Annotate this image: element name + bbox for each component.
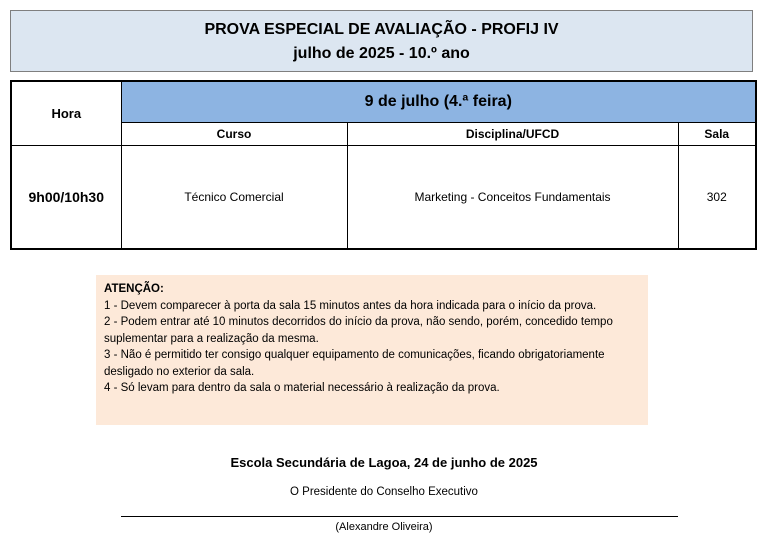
sala-header: Sala xyxy=(678,123,756,146)
document-header xyxy=(10,10,753,72)
disciplina-header: Disciplina/UFCD xyxy=(347,123,678,146)
disciplina-cell: Marketing - Conceitos Fundamentais xyxy=(347,146,678,250)
curso-header: Curso xyxy=(121,123,347,146)
document-subtitle: julho de 2025 - 10.º ano xyxy=(293,45,470,62)
date-header: 9 de julho (4.ª feira) xyxy=(121,81,756,123)
signature-line xyxy=(121,516,678,517)
notice-item: 1 - Devem comparecer à porta da sala 15 minutos antes da hora indicada para o início da prova. xyxy=(104,299,597,312)
curso-cell: Técnico Comercial xyxy=(121,146,347,250)
document-title: PROVA ESPECIAL DE AVALIAÇÃO - PROFIJ IV xyxy=(204,21,559,38)
notice-box xyxy=(96,275,648,425)
president-role: O Presidente do Conselho Executivo xyxy=(290,486,478,498)
notice-item: 2 - Podem entrar até 10 minutos decorridos do início da prova, não sendo, porém, concedido tempo suplementar para a realização da mesma. xyxy=(104,316,613,345)
school-date: Escola Secundária de Lagoa, 24 de junho de 2025 xyxy=(230,455,538,470)
notice-item: 3 - Não é permitido ter consigo qualquer equipamento de comunicações, ficando obrigatoriamente desligado no exterior da sala. xyxy=(104,349,605,378)
notice-heading: ATENÇÃO: xyxy=(104,283,164,295)
signer-name: (Alexandre Oliveira) xyxy=(335,521,433,533)
hora-header: Hora xyxy=(11,81,121,146)
notice-item: 4 - Só levam para dentro da sala o material necessário à realização da prova. xyxy=(104,382,500,394)
table-row xyxy=(11,146,756,250)
sala-cell: 302 xyxy=(678,146,756,250)
time-cell: 9h00/10h30 xyxy=(11,146,121,250)
schedule-table xyxy=(10,80,757,250)
